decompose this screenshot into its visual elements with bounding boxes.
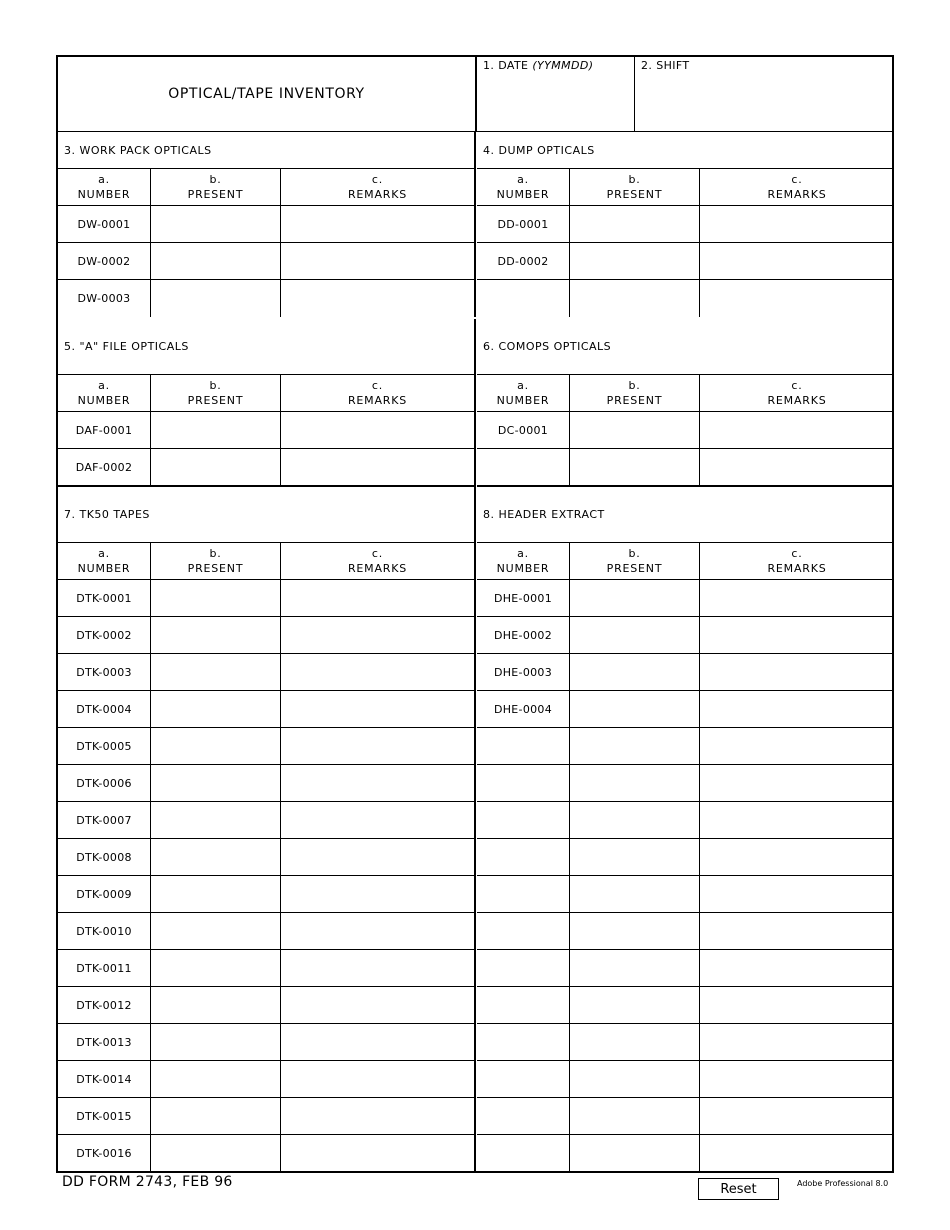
present-field[interactable] — [151, 1135, 281, 1172]
table-row — [477, 913, 894, 950]
number-cell: DTK-0013 — [58, 1024, 151, 1060]
remarks-field[interactable] — [700, 1135, 894, 1172]
column-letter: b. — [209, 379, 222, 392]
column-header-b — [570, 375, 700, 411]
number-cell: DD-0002 — [477, 243, 570, 279]
remarks-field[interactable] — [700, 876, 894, 912]
number-cell — [477, 950, 570, 986]
table-row — [477, 654, 894, 691]
table-row — [58, 654, 474, 691]
table-row — [58, 1024, 474, 1061]
column-header-row — [477, 169, 894, 206]
section-title: 3. WORK PACK OPTICALS — [58, 132, 474, 169]
table-row — [58, 691, 474, 728]
present-field[interactable] — [151, 950, 281, 986]
number-cell: DHE-0001 — [477, 580, 570, 616]
column-letter: a. — [98, 173, 110, 186]
present-field[interactable] — [151, 1024, 281, 1060]
remarks-field[interactable] — [281, 206, 474, 242]
table-row — [477, 206, 894, 243]
shift-label: 2. SHIFT — [641, 59, 690, 72]
number-cell: DTK-0012 — [58, 987, 151, 1023]
column-letter: a. — [517, 173, 529, 186]
column-header-c — [700, 375, 894, 411]
remarks-field[interactable] — [700, 206, 894, 242]
present-field[interactable] — [570, 765, 700, 801]
present-field[interactable] — [570, 580, 700, 616]
column-header-row — [58, 375, 474, 412]
table-row — [58, 1135, 474, 1172]
remarks-field[interactable] — [281, 654, 474, 690]
number-cell — [477, 1024, 570, 1060]
section-title: 5. "A" FILE OPTICALS — [58, 319, 474, 375]
present-field[interactable] — [151, 876, 281, 912]
remarks-field[interactable] — [281, 449, 474, 486]
remarks-field[interactable] — [700, 617, 894, 653]
section-title: 6. COMOPS OPTICALS — [477, 319, 894, 375]
number-cell: DTK-0004 — [58, 691, 151, 727]
table-row — [58, 728, 474, 765]
table-row — [477, 1061, 894, 1098]
table-row — [477, 580, 894, 617]
number-cell: DD-0001 — [477, 206, 570, 242]
table-row — [477, 839, 894, 876]
table-row — [58, 449, 474, 486]
present-field[interactable] — [570, 728, 700, 764]
column-label: PRESENT — [606, 188, 663, 201]
number-cell — [477, 765, 570, 801]
number-cell: DAF-0001 — [58, 412, 151, 448]
table-row — [58, 1061, 474, 1098]
column-label: NUMBER — [77, 188, 131, 201]
column-letter: c. — [791, 173, 803, 186]
column-label: REMARKS — [347, 188, 408, 201]
inventory-form — [56, 55, 894, 1173]
remarks-field[interactable] — [281, 1098, 474, 1134]
number-cell — [477, 876, 570, 912]
column-letter: c. — [791, 379, 803, 392]
column-header-c — [700, 543, 894, 579]
number-cell — [477, 728, 570, 764]
remarks-field[interactable] — [700, 728, 894, 764]
table-row — [477, 1135, 894, 1172]
present-field[interactable] — [151, 449, 281, 486]
present-field[interactable] — [151, 580, 281, 616]
table-row — [477, 876, 894, 913]
number-cell — [477, 280, 570, 317]
table-row — [58, 280, 474, 317]
column-label: PRESENT — [606, 394, 663, 407]
section-3-work-pack-opticals — [58, 132, 476, 317]
number-cell — [477, 1061, 570, 1097]
number-cell: DTK-0003 — [58, 654, 151, 690]
table-row — [477, 449, 894, 486]
number-cell: DW-0001 — [58, 206, 151, 242]
table-row — [477, 1024, 894, 1061]
table-row — [477, 617, 894, 654]
table-row — [58, 802, 474, 839]
number-cell: DTK-0005 — [58, 728, 151, 764]
column-header-c — [281, 169, 474, 205]
present-field[interactable] — [151, 765, 281, 801]
column-letter: a. — [98, 547, 110, 560]
table-row — [58, 617, 474, 654]
date-label: 1. DATE (YYMMDD) — [483, 59, 594, 72]
table-row — [58, 765, 474, 802]
column-label: REMARKS — [347, 394, 408, 407]
number-cell: DTK-0002 — [58, 617, 151, 653]
column-header-c — [281, 543, 474, 579]
present-field[interactable] — [151, 987, 281, 1023]
remarks-field[interactable] — [281, 950, 474, 986]
form-title — [58, 57, 477, 132]
number-cell: DW-0002 — [58, 243, 151, 279]
table-row — [477, 280, 894, 317]
date-field[interactable] — [477, 57, 635, 132]
present-field[interactable] — [151, 243, 281, 279]
table-row — [58, 580, 474, 617]
number-cell — [477, 839, 570, 875]
column-label: REMARKS — [767, 562, 827, 575]
number-cell: DW-0003 — [58, 280, 151, 317]
remarks-field[interactable] — [700, 839, 894, 875]
form-identifier: DD FORM 2743, FEB 96 — [62, 1174, 233, 1190]
table-row — [58, 876, 474, 913]
remarks-field[interactable] — [700, 1098, 894, 1134]
present-field[interactable] — [570, 654, 700, 690]
column-letter: b. — [209, 173, 222, 186]
column-label: NUMBER — [496, 394, 550, 407]
column-label: PRESENT — [606, 562, 663, 575]
number-cell: DTK-0008 — [58, 839, 151, 875]
column-letter: c. — [791, 547, 803, 560]
column-letter: b. — [628, 173, 641, 186]
remarks-field[interactable] — [281, 839, 474, 875]
number-cell: DHE-0002 — [477, 617, 570, 653]
present-field[interactable] — [151, 1098, 281, 1134]
section-6-comops-opticals — [477, 319, 894, 486]
present-field[interactable] — [570, 876, 700, 912]
column-header-row — [477, 375, 894, 412]
table-row — [477, 412, 894, 449]
column-header-a — [58, 169, 151, 205]
remarks-field[interactable] — [700, 987, 894, 1023]
present-field[interactable] — [570, 987, 700, 1023]
present-field[interactable] — [151, 654, 281, 690]
present-field[interactable] — [151, 728, 281, 764]
present-field[interactable] — [570, 449, 700, 486]
remarks-field[interactable] — [700, 1024, 894, 1060]
remarks-field[interactable] — [281, 1061, 474, 1097]
present-field[interactable] — [570, 206, 700, 242]
table-row — [477, 243, 894, 280]
number-cell: DAF-0002 — [58, 449, 151, 486]
present-field[interactable] — [151, 913, 281, 949]
remarks-field[interactable] — [281, 802, 474, 838]
remarks-field[interactable] — [281, 580, 474, 616]
section-5-a-file-opticals — [58, 319, 476, 486]
remarks-field[interactable] — [700, 765, 894, 801]
column-letter: a. — [517, 379, 529, 392]
remarks-field[interactable] — [700, 280, 894, 317]
present-field[interactable] — [151, 1061, 281, 1097]
remarks-field[interactable] — [700, 913, 894, 949]
column-label: REMARKS — [347, 562, 408, 575]
table-row — [477, 950, 894, 987]
remarks-field[interactable] — [281, 876, 474, 912]
number-cell — [477, 1098, 570, 1134]
table-row — [58, 243, 474, 280]
number-cell — [477, 913, 570, 949]
present-field[interactable] — [151, 617, 281, 653]
number-cell — [477, 802, 570, 838]
present-field[interactable] — [570, 1061, 700, 1097]
form-title-text: OPTICAL/TAPE INVENTORY — [168, 86, 365, 102]
remarks-field[interactable] — [281, 691, 474, 727]
table-row — [58, 839, 474, 876]
present-field[interactable] — [570, 1098, 700, 1134]
number-cell: DTK-0015 — [58, 1098, 151, 1134]
table-row — [58, 1098, 474, 1135]
present-field[interactable] — [570, 691, 700, 727]
table-row — [58, 206, 474, 243]
remarks-field[interactable] — [281, 617, 474, 653]
column-header-b — [151, 375, 281, 411]
section-7-tk50-tapes — [58, 485, 476, 1172]
present-field[interactable] — [570, 280, 700, 317]
number-cell: DHE-0004 — [477, 691, 570, 727]
table-row — [477, 691, 894, 728]
column-header-a — [477, 543, 570, 579]
column-label: NUMBER — [77, 394, 131, 407]
number-cell — [477, 987, 570, 1023]
present-field[interactable] — [570, 1135, 700, 1172]
column-header-b — [570, 169, 700, 205]
producer-note: Adobe Professional 8.0 — [797, 1179, 889, 1188]
column-header-row — [477, 543, 894, 580]
remarks-field[interactable] — [281, 913, 474, 949]
number-cell — [477, 449, 570, 486]
present-field[interactable] — [570, 412, 700, 448]
remarks-field[interactable] — [700, 691, 894, 727]
present-field[interactable] — [570, 243, 700, 279]
column-header-a — [58, 543, 151, 579]
table-row — [58, 412, 474, 449]
number-cell: DTK-0010 — [58, 913, 151, 949]
present-field[interactable] — [151, 412, 281, 448]
number-cell: DTK-0009 — [58, 876, 151, 912]
column-label: PRESENT — [187, 188, 244, 201]
column-letter: b. — [209, 547, 222, 560]
column-letter: c. — [371, 379, 384, 392]
remarks-field[interactable] — [281, 728, 474, 764]
column-letter: a. — [98, 379, 110, 392]
present-field[interactable] — [151, 206, 281, 242]
number-cell: DTK-0007 — [58, 802, 151, 838]
present-field[interactable] — [570, 1024, 700, 1060]
column-label: REMARKS — [767, 188, 827, 201]
number-cell: DTK-0001 — [58, 580, 151, 616]
column-letter: b. — [628, 379, 641, 392]
remarks-field[interactable] — [700, 580, 894, 616]
remarks-field[interactable] — [700, 412, 894, 448]
column-header-c — [700, 169, 894, 205]
remarks-field[interactable] — [281, 987, 474, 1023]
table-row — [477, 802, 894, 839]
present-field[interactable] — [151, 802, 281, 838]
remarks-field[interactable] — [700, 1061, 894, 1097]
present-field[interactable] — [151, 691, 281, 727]
section-title: 7. TK50 TAPES — [58, 487, 474, 543]
column-header-a — [477, 169, 570, 205]
column-header-b — [570, 543, 700, 579]
column-header-a — [477, 375, 570, 411]
column-label: REMARKS — [767, 394, 827, 407]
table-row — [58, 913, 474, 950]
present-field[interactable] — [570, 839, 700, 875]
remarks-field[interactable] — [281, 412, 474, 448]
number-cell: DTK-0006 — [58, 765, 151, 801]
column-letter: b. — [628, 547, 641, 560]
number-cell — [477, 1135, 570, 1172]
column-header-row — [58, 543, 474, 580]
section-4-dump-opticals — [477, 132, 894, 317]
number-cell: DTK-0016 — [58, 1135, 151, 1172]
column-header-c — [281, 375, 474, 411]
remarks-field[interactable] — [700, 654, 894, 690]
remarks-field[interactable] — [700, 449, 894, 486]
section-title: 4. DUMP OPTICALS — [477, 132, 894, 169]
present-field[interactable] — [570, 802, 700, 838]
remarks-field[interactable] — [281, 1135, 474, 1172]
column-label: PRESENT — [187, 394, 244, 407]
remarks-field[interactable] — [281, 243, 474, 279]
remarks-field[interactable] — [700, 950, 894, 986]
shift-field[interactable] — [635, 57, 894, 132]
column-letter: c. — [371, 547, 384, 560]
table-row — [58, 987, 474, 1024]
number-cell: DTK-0014 — [58, 1061, 151, 1097]
table-row — [477, 728, 894, 765]
table-row — [477, 1098, 894, 1135]
reset-button[interactable]: Reset — [698, 1178, 779, 1200]
column-header-b — [151, 543, 281, 579]
column-label: PRESENT — [187, 562, 244, 575]
present-field[interactable] — [151, 280, 281, 317]
column-label: NUMBER — [496, 188, 550, 201]
number-cell: DHE-0003 — [477, 654, 570, 690]
column-letter: c. — [371, 173, 384, 186]
column-label: NUMBER — [496, 562, 550, 575]
present-field[interactable] — [570, 913, 700, 949]
section-8-header-extract — [477, 485, 894, 1172]
table-row — [58, 950, 474, 987]
present-field[interactable] — [151, 839, 281, 875]
column-letter: a. — [517, 547, 529, 560]
remarks-field[interactable] — [281, 1024, 474, 1060]
column-header-b — [151, 169, 281, 205]
remarks-field[interactable] — [281, 280, 474, 317]
number-cell: DTK-0011 — [58, 950, 151, 986]
column-label: NUMBER — [77, 562, 131, 575]
present-field[interactable] — [570, 950, 700, 986]
column-header-row — [58, 169, 474, 206]
column-header-a — [58, 375, 151, 411]
number-cell: DC-0001 — [477, 412, 570, 448]
table-row — [477, 987, 894, 1024]
table-row — [477, 765, 894, 802]
remarks-field[interactable] — [281, 765, 474, 801]
remarks-field[interactable] — [700, 802, 894, 838]
date-format-hint: (YYMMDD) — [532, 59, 594, 72]
present-field[interactable] — [570, 617, 700, 653]
remarks-field[interactable] — [700, 243, 894, 279]
section-title: 8. HEADER EXTRACT — [477, 487, 894, 543]
